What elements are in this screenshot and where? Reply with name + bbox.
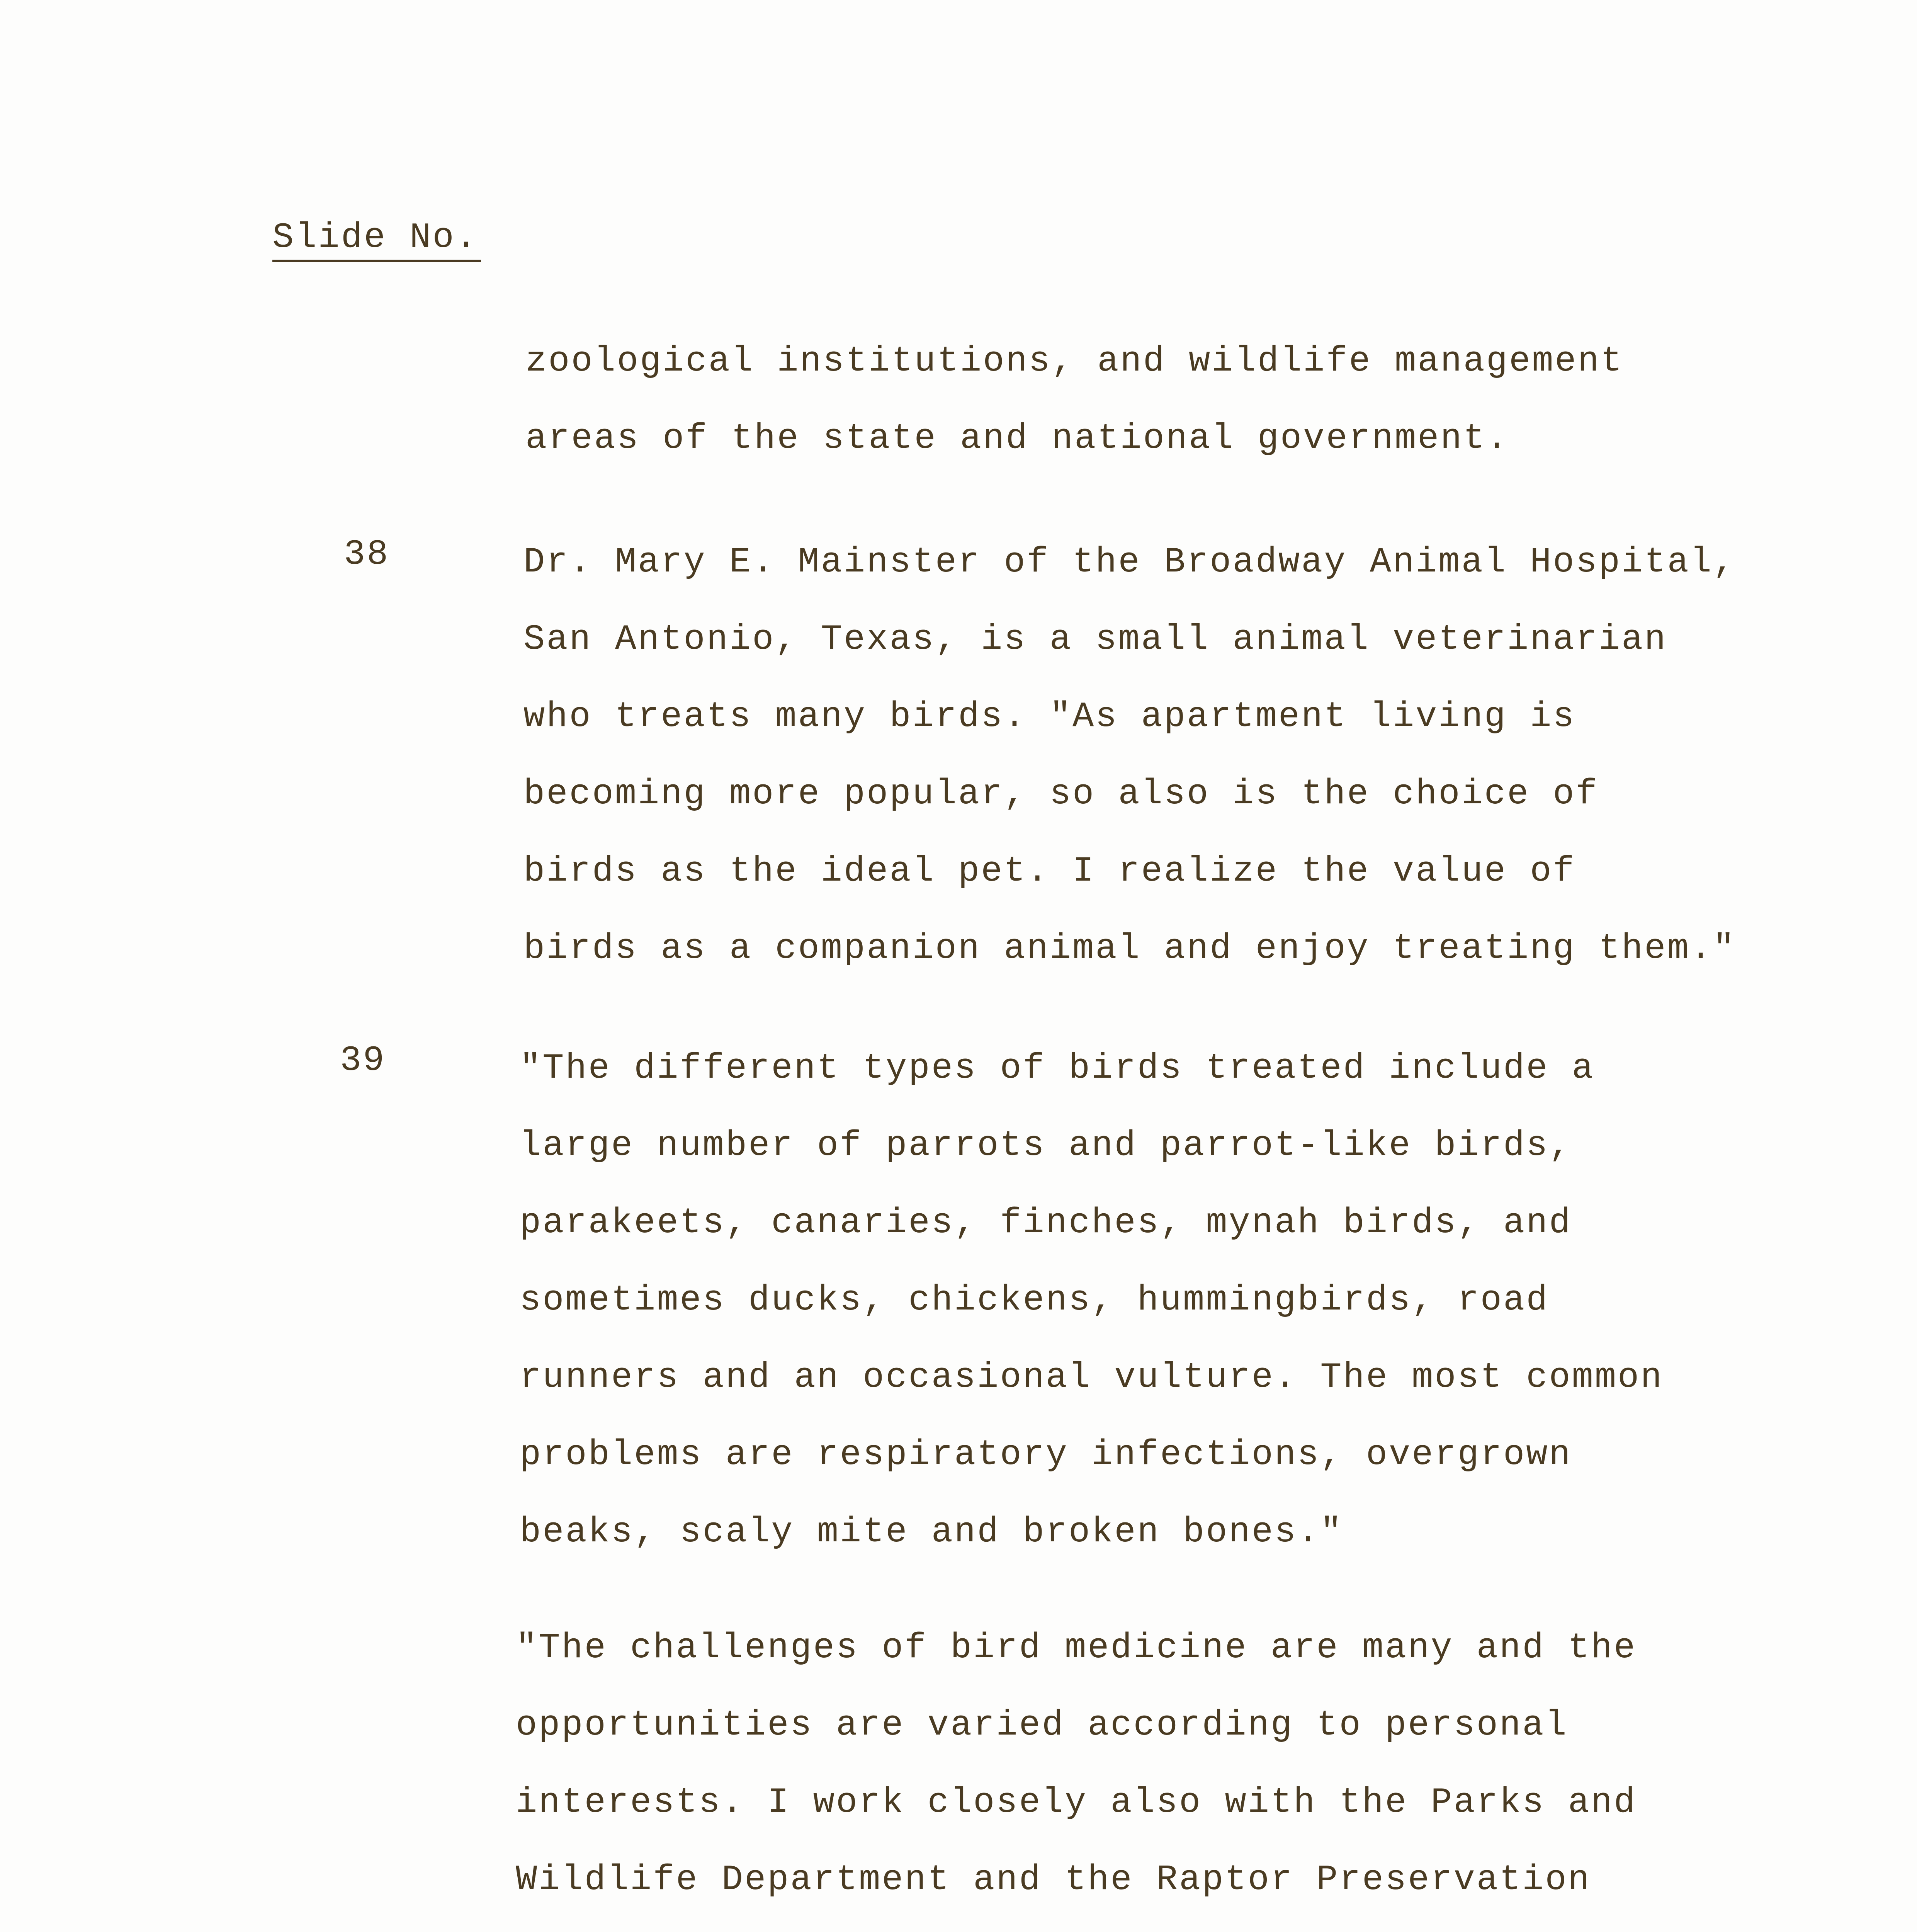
slide-number-39: 39	[340, 1040, 386, 1081]
text-line: beaks, scaly mite and broken bones."	[520, 1512, 1343, 1552]
text-line: sometimes ducks, chickens, hummingbirds, road	[520, 1280, 1549, 1320]
text-line: Wildlife Department and the Raptor Preservation	[516, 1859, 1591, 1900]
text-line: zoological institutions, and wildlife management	[525, 341, 1624, 381]
text-line: San Antonio, Texas, is a small animal veterinarian	[523, 619, 1667, 660]
text-line: runners and an occasional vulture. The most common	[520, 1357, 1664, 1398]
text-line: birds as the ideal pet. I realize the value of	[523, 851, 1576, 891]
text-line: problems are respiratory infections, overgrown	[520, 1434, 1572, 1475]
text-line: Dr. Mary E. Mainster of the Broadway Animal Hospital,	[523, 542, 1736, 582]
text-line: opportunities are varied according to personal	[516, 1705, 1568, 1745]
header-underline	[272, 260, 481, 262]
text-line: "The challenges of bird medicine are many and the	[516, 1628, 1637, 1668]
text-line: areas of the state and national government.	[525, 418, 1509, 459]
text-line: large number of parrots and parrot-like birds,	[520, 1125, 1572, 1166]
text-line: interests. I work closely also with the Parks and	[516, 1782, 1637, 1823]
slide-number-header: Slide No.	[272, 217, 478, 258]
text-line: who treats many birds. "As apartment living is	[523, 696, 1576, 737]
text-line: parakeets, canaries, finches, mynah birds, and	[520, 1202, 1572, 1243]
text-line: birds as a companion animal and enjoy treating them."	[523, 928, 1736, 969]
text-line: "The different types of birds treated include a	[520, 1048, 1595, 1088]
text-line: becoming more popular, so also is the choice of	[523, 774, 1599, 814]
slide-number-38: 38	[344, 534, 390, 575]
